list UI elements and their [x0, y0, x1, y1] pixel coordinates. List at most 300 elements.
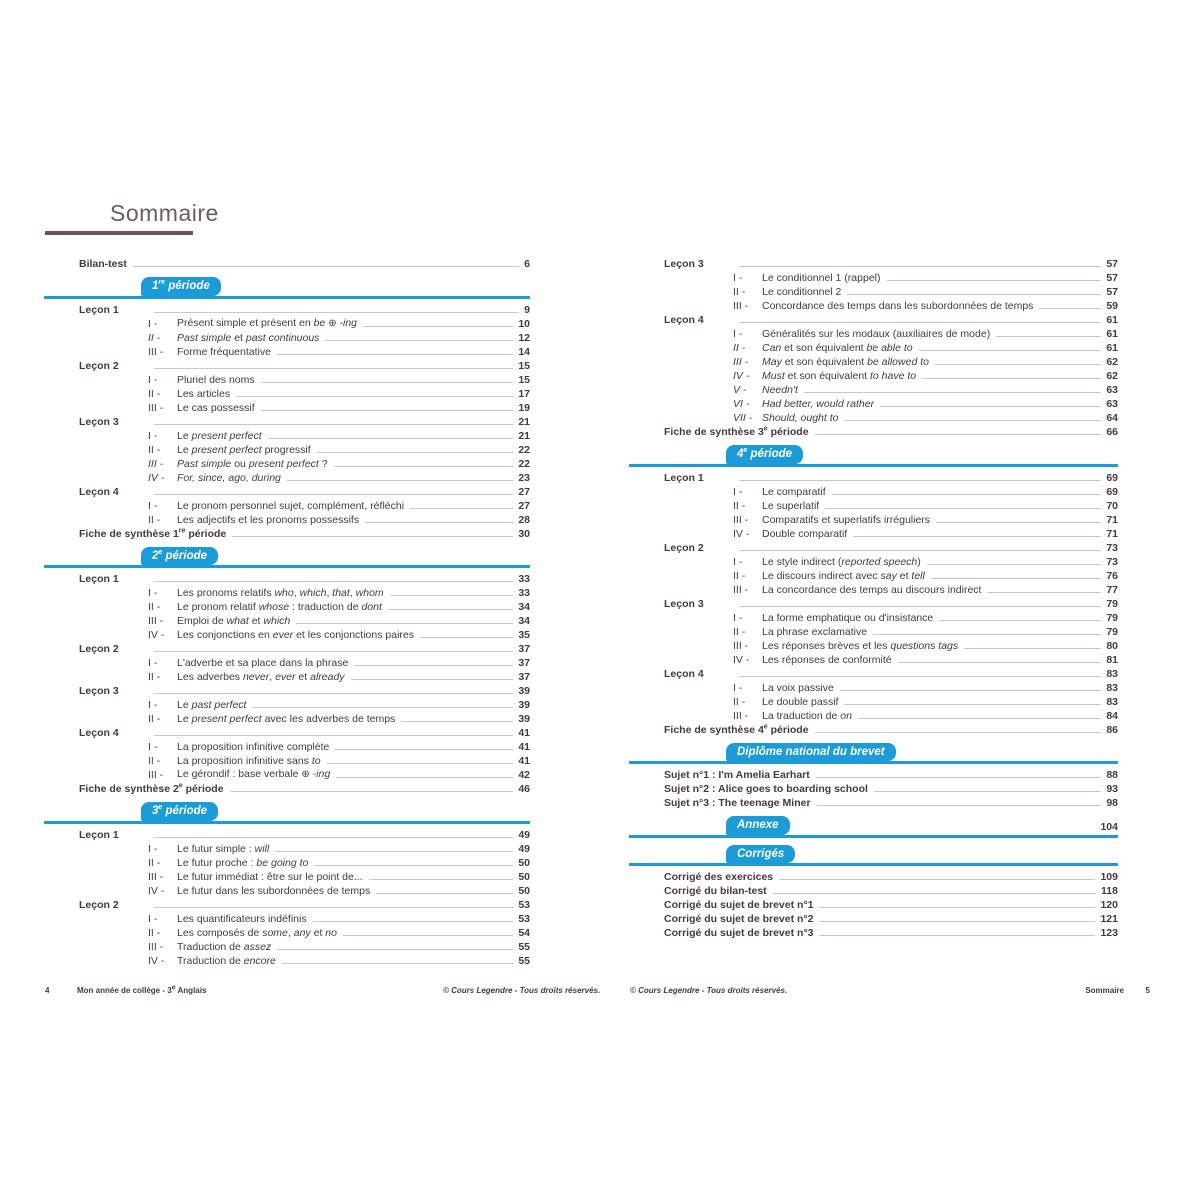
toc-entry-label: Le past perfect — [177, 699, 247, 711]
toc-sub-entry — [629, 382, 1118, 396]
toc-entry-label: Corrigé du sujet de brevet n°2 — [664, 913, 814, 925]
left-page-number: 4 — [45, 986, 50, 995]
toc-entry-label: May et son équivalent be allowed to — [762, 356, 929, 368]
toc-page-number: 41 — [518, 755, 530, 767]
toc-page-number: 59 — [1106, 300, 1118, 312]
toc-page-number: 79 — [1106, 611, 1118, 624]
toc-entry-numeral: III - — [733, 300, 749, 312]
toc-page-number: 17 — [518, 387, 530, 400]
leader-line — [919, 350, 1102, 351]
toc-sub-entry — [629, 326, 1118, 340]
toc-page-number: 21 — [518, 415, 530, 428]
toc-entry-label: Le comparatif — [762, 485, 826, 498]
toc-page-number: 83 — [1106, 695, 1118, 708]
toc-page-number: 83 — [1106, 681, 1118, 694]
toc-entry-label: For, since, ago, during — [177, 471, 281, 484]
toc-entry-numeral: IV - — [733, 527, 750, 540]
toc-page-number: 98 — [1106, 797, 1118, 809]
toc-page-number: 14 — [518, 345, 530, 358]
right-page-number: 5 — [1145, 986, 1150, 995]
footer-section-label: Sommaire — [1085, 986, 1124, 995]
toc-entry-label: La proposition infinitive sans to — [177, 755, 321, 767]
toc-entry-numeral: IV - — [148, 884, 165, 897]
toc-entry-numeral: III - — [733, 583, 749, 596]
leader-line — [739, 676, 1101, 677]
toc-sub-entry — [629, 638, 1118, 652]
period-tab-row — [629, 445, 1118, 467]
period-tab: 2e période — [141, 547, 218, 566]
leader-line — [773, 893, 1096, 894]
toc-entry-label: Had better, would rather — [762, 398, 875, 410]
leader-line — [927, 564, 1102, 565]
toc-entry-label: Emploi de what et which — [177, 615, 291, 627]
leader-line — [819, 935, 1095, 936]
leader-line — [401, 721, 513, 722]
toc-sub-entry — [44, 697, 530, 711]
toc-page-number: 9 — [524, 303, 530, 316]
leader-line — [853, 536, 1101, 537]
toc-entry-label: Les adjectifs et les pronoms possessifs — [177, 513, 360, 526]
leader-line — [335, 749, 513, 750]
toc-page-number: 15 — [518, 373, 530, 386]
toc-lesson-label: Leçon 1 — [79, 573, 119, 585]
toc-sub-entry — [44, 669, 530, 683]
circled-plus-icon: ⊕ — [301, 769, 310, 780]
leader-line — [154, 368, 513, 369]
leader-line — [325, 340, 513, 341]
toc-entry-numeral: III - — [148, 401, 164, 414]
toc-lesson-entry — [629, 666, 1118, 680]
leader-line — [282, 963, 513, 964]
leader-line — [832, 494, 1102, 495]
toc-entry-label: Fiche de synthèse 4e période — [664, 723, 809, 736]
toc-page-number: 37 — [518, 657, 530, 669]
toc-entry-numeral: I - — [733, 485, 743, 498]
toc-page-number: 77 — [1106, 583, 1118, 596]
leader-line — [154, 651, 513, 652]
toc-entry-label: Sujet n°3 : The teenage Miner — [664, 797, 811, 809]
toc-page-number: 66 — [1106, 426, 1118, 438]
leader-line — [815, 434, 1102, 435]
period-tab-row — [44, 802, 530, 824]
toc-entry-numeral: I - — [148, 842, 158, 855]
toc-entry-numeral: II - — [733, 342, 746, 354]
toc-entry-numeral: I - — [148, 587, 158, 599]
toc-entry-label: Should, ought to — [762, 412, 839, 424]
toc-entry — [44, 526, 530, 540]
toc-entry — [629, 795, 1118, 809]
toc-entry-label: L'adverbe et sa place dans la phrase — [177, 657, 349, 669]
toc-page-number: 39 — [518, 699, 530, 711]
leader-line — [931, 578, 1101, 579]
toc-entry — [629, 869, 1118, 883]
toc-entry-label: Corrigé des exercices — [664, 871, 774, 883]
toc-page-number: 50 — [518, 884, 530, 897]
toc-right-column — [629, 256, 1118, 939]
toc-sub-entry — [629, 340, 1118, 354]
toc-entry-numeral: II - — [148, 387, 161, 400]
toc-lesson-entry — [629, 540, 1118, 554]
toc-entry-label: Les réponses brèves et les questions tags — [762, 639, 959, 652]
toc-sub-entry — [629, 512, 1118, 526]
toc-page-number: 30 — [518, 527, 530, 540]
toc-entry-label: Le futur immédiat : être sur le point de... — [177, 870, 363, 883]
toc-entry-numeral: II - — [148, 443, 161, 456]
toc-page-number: 23 — [518, 471, 530, 484]
toc-entry-label: Le discours indirect avec say et tell — [762, 569, 925, 582]
toc-lesson-label: Leçon 1 — [664, 471, 704, 484]
toc-entry-numeral: I - — [148, 657, 158, 669]
leader-line — [232, 536, 513, 537]
leader-line — [739, 550, 1101, 551]
toc-page-number: 33 — [518, 573, 530, 585]
toc-entry-numeral: I - — [733, 272, 743, 284]
toc-page-number: 64 — [1106, 412, 1118, 424]
toc-page-number: 73 — [1106, 555, 1118, 568]
toc-page-number: 33 — [518, 587, 530, 599]
toc-sub-entry — [44, 386, 530, 400]
toc-entry-numeral: III - — [733, 513, 749, 526]
toc-page-number: 121 — [1100, 913, 1118, 925]
toc-entry-label: Corrigé du sujet de brevet n°1 — [664, 899, 814, 911]
toc-page-number: 50 — [518, 856, 530, 869]
toc-page-number: 19 — [518, 401, 530, 414]
toc-entry-numeral: II - — [148, 713, 161, 725]
toc-page-number: 57 — [1106, 286, 1118, 298]
toc-sub-entry — [44, 512, 530, 526]
toc-entry-numeral: III - — [733, 639, 749, 652]
toc-entry-label: Traduction de encore — [177, 954, 276, 967]
toc-sub-entry — [629, 694, 1118, 708]
leader-line — [819, 921, 1095, 922]
toc-entry-label: Traduction de assez — [177, 940, 272, 953]
leader-line — [739, 606, 1101, 607]
leader-line — [261, 410, 514, 411]
toc-entry-label: Double comparatif — [762, 527, 848, 540]
leader-line — [252, 707, 513, 708]
leader-line — [275, 851, 513, 852]
toc-sub-entry — [44, 767, 530, 781]
toc-entry-label: Le futur dans les subordonnées de temps — [177, 884, 371, 897]
toc-sub-entry — [44, 739, 530, 753]
toc-entry-label: Forme fréquentative — [177, 345, 271, 358]
toc-entry — [629, 767, 1118, 781]
toc-page-number: 42 — [518, 769, 530, 781]
toc-lesson-label: Leçon 4 — [664, 314, 704, 326]
toc-lesson-entry — [44, 683, 530, 697]
toc-lesson-entry — [44, 641, 530, 655]
toc-lesson-entry — [44, 571, 530, 585]
leader-line — [874, 791, 1101, 792]
toc-sub-entry — [44, 753, 530, 767]
period-tab-row — [44, 277, 530, 299]
toc-lesson-label: Leçon 2 — [664, 541, 704, 554]
leader-line — [1039, 308, 1101, 309]
leader-line — [236, 396, 513, 397]
toc-page-number: 12 — [518, 331, 530, 344]
toc-page-number: 84 — [1106, 709, 1118, 722]
toc-page-number: 15 — [518, 359, 530, 372]
leader-line — [334, 466, 514, 467]
leader-line — [819, 907, 1095, 908]
toc-sub-entry — [629, 284, 1118, 298]
toc-sub-entry — [44, 925, 530, 939]
toc-page-number: 41 — [518, 727, 530, 739]
toc-sub-entry — [44, 711, 530, 725]
toc-sub-entry — [629, 270, 1118, 284]
leader-line — [388, 609, 513, 610]
leader-line — [390, 595, 514, 596]
period-tab: 1re période — [141, 277, 221, 296]
toc-entry-label: Présent simple et présent en be ⊕ -ing — [177, 316, 358, 329]
toc-lesson-entry — [44, 484, 530, 498]
leader-line — [840, 690, 1102, 691]
toc-entry-numeral: I - — [733, 555, 743, 568]
toc-entry-label: Le conditionnel 1 (rappel) — [762, 272, 881, 284]
toc-entry-label: Comparatifs et superlatifs irréguliers — [762, 513, 931, 526]
period-tab: Annexe — [726, 816, 790, 835]
leader-line — [365, 522, 513, 523]
leader-line — [287, 480, 513, 481]
toc-entry-numeral: II - — [148, 926, 161, 939]
toc-sub-entry — [629, 610, 1118, 624]
toc-sub-entry — [629, 498, 1118, 512]
leader-line — [939, 620, 1101, 621]
leader-line — [343, 935, 513, 936]
toc-page-number: 37 — [518, 671, 530, 683]
toc-entry-label: Les composés de some, any et no — [177, 926, 337, 939]
toc-entry-label: La phrase exclamative — [762, 625, 868, 638]
toc-page-number: 76 — [1106, 569, 1118, 582]
leader-line — [313, 921, 514, 922]
leader-line — [154, 735, 513, 736]
toc-entry — [629, 897, 1118, 911]
period-tab-row — [629, 816, 1118, 838]
toc-lesson-label: Leçon 4 — [664, 667, 704, 680]
toc-entry-label: Le futur simple : will — [177, 842, 270, 855]
toc-entry-numeral: I - — [148, 741, 158, 753]
toc-lesson-entry — [629, 470, 1118, 484]
toc-entry-label: La proposition infinitive complète — [177, 741, 330, 753]
toc-page-number: 62 — [1106, 356, 1118, 368]
toc-page-number: 73 — [1106, 541, 1118, 554]
toc-sub-entry — [629, 624, 1118, 638]
toc-page-number: 93 — [1106, 783, 1118, 795]
toc-entry-numeral: III - — [148, 769, 164, 781]
toc-entry-label: Le present perfect progressif — [177, 443, 311, 456]
toc-page-number: 80 — [1106, 639, 1118, 652]
leader-line — [858, 718, 1101, 719]
toc-entry-label: La voix passive — [762, 681, 834, 694]
toc-sub-entry — [44, 456, 530, 470]
toc-entry-numeral: III - — [148, 615, 164, 627]
toc-entry — [629, 925, 1118, 939]
toc-page-number: 49 — [518, 828, 530, 841]
toc-sub-entry — [44, 911, 530, 925]
toc-sub-entry — [44, 585, 530, 599]
copyright-left: © Cours Legendre - Tous droits réservés. — [443, 986, 601, 995]
toc-entry-label: La concordance des temps au discours indirect — [762, 583, 982, 596]
leader-line — [314, 865, 513, 866]
toc-entry-label: Sujet n°1 : I'm Amelia Earhart — [664, 769, 810, 781]
toc-page-number: 55 — [518, 940, 530, 953]
toc-entry-numeral: II - — [733, 499, 746, 512]
leader-line — [804, 392, 1101, 393]
toc-sub-entry — [44, 939, 530, 953]
toc-entry-label: Fiche de synthèse 3e période — [664, 425, 809, 438]
toc-sub-entry — [629, 484, 1118, 498]
toc-lesson-label: Leçon 1 — [79, 828, 119, 841]
leader-line — [420, 637, 513, 638]
toc-lesson-label: Leçon 4 — [79, 485, 119, 498]
toc-sub-entry — [44, 330, 530, 344]
toc-entry-numeral: I - — [148, 373, 158, 386]
toc-page-number: 53 — [518, 912, 530, 925]
toc-entry-numeral: VI - — [733, 398, 750, 410]
leader-line — [987, 592, 1101, 593]
toc-entry-numeral: III - — [148, 457, 164, 470]
toc-page-number: 120 — [1100, 899, 1118, 911]
toc-lesson-entry — [44, 897, 530, 911]
toc-lesson-entry — [44, 414, 530, 428]
leader-line — [354, 665, 513, 666]
leader-line — [268, 438, 514, 439]
toc-page-number: 63 — [1106, 384, 1118, 396]
toc-sub-entry — [44, 953, 530, 967]
leader-line — [410, 508, 513, 509]
toc-entry-label: Needn't — [762, 384, 798, 396]
toc-sub-entry — [44, 470, 530, 484]
leader-line — [154, 693, 513, 694]
toc-sub-entry — [629, 396, 1118, 410]
toc-entry-label: Le style indirect (reported speech) — [762, 555, 921, 568]
toc-page-number: 61 — [1106, 328, 1118, 340]
leader-line — [351, 679, 514, 680]
leader-line — [327, 763, 514, 764]
leader-line — [873, 634, 1101, 635]
toc-entry-label: Corrigé du sujet de brevet n°3 — [664, 927, 814, 939]
period-tab: Diplôme national du brevet — [726, 743, 896, 762]
toc-page-number: 22 — [518, 443, 530, 456]
toc-entry-numeral: IV - — [148, 471, 165, 484]
toc-entry-label: Le futur proche : be going to — [177, 856, 309, 869]
toc-entry-label: Le pronom personnel sujet, complément, réfléchi — [177, 499, 405, 512]
toc-entry-numeral: II - — [148, 671, 161, 683]
toc-entry-numeral: IV - — [733, 370, 750, 382]
period-tab: Corrigés — [726, 845, 795, 864]
toc-entry-numeral: IV - — [148, 629, 165, 641]
toc-sub-entry — [629, 652, 1118, 666]
toc-sub-entry — [629, 568, 1118, 582]
toc-entry-numeral: I - — [148, 912, 158, 925]
leader-line — [154, 494, 513, 495]
leader-line — [277, 354, 513, 355]
period-tab-row — [629, 845, 1118, 867]
toc-entry-label: Le cas possessif — [177, 401, 255, 414]
leader-line — [739, 480, 1101, 481]
toc-entry-numeral: II - — [733, 625, 746, 638]
leader-line — [847, 294, 1101, 295]
toc-sub-entry — [44, 428, 530, 442]
leader-line — [935, 364, 1101, 365]
toc-page-number: 50 — [518, 870, 530, 883]
toc-sub-entry — [44, 498, 530, 512]
toc-lesson-entry — [44, 725, 530, 739]
toc-entry-numeral: III - — [148, 940, 164, 953]
period-tab: 3e période — [141, 802, 218, 821]
toc-entry-numeral: V - — [733, 384, 747, 396]
toc-entry-numeral: I - — [148, 429, 158, 442]
toc-sub-entry — [44, 372, 530, 386]
toc-entry-label: Les pronoms relatifs who, which, that, whom — [177, 587, 384, 599]
toc-page-number: 104 — [1100, 820, 1118, 833]
toc-page-number: 57 — [1106, 272, 1118, 284]
toc-entry-numeral: I - — [148, 699, 158, 711]
toc-left-column — [44, 256, 530, 967]
toc-page-number: 71 — [1106, 527, 1118, 540]
toc-page-number: 61 — [1106, 342, 1118, 354]
toc-sub-entry — [629, 554, 1118, 568]
toc-page-number: 28 — [518, 513, 530, 526]
page-footer — [0, 986, 1200, 1000]
leader-line — [154, 837, 513, 838]
leader-line — [277, 949, 513, 950]
toc-page-number: 22 — [518, 457, 530, 470]
toc-lesson-entry — [44, 827, 530, 841]
toc-lesson-label: Leçon 3 — [664, 258, 704, 270]
toc-page-number: 62 — [1106, 370, 1118, 382]
toc-sub-entry — [629, 298, 1118, 312]
toc-page-number: 35 — [518, 629, 530, 641]
toc-entry-label: Le present perfect — [177, 429, 262, 442]
toc-sub-entry — [629, 410, 1118, 424]
toc-page-number: 70 — [1106, 499, 1118, 512]
toc-page-number: 39 — [518, 713, 530, 725]
leader-line — [154, 312, 519, 313]
toc-page-number: 71 — [1106, 513, 1118, 526]
toc-entry — [629, 424, 1118, 438]
leader-line — [844, 704, 1101, 705]
leader-line — [363, 326, 513, 327]
toc-entry-numeral: I - — [148, 317, 158, 330]
leader-line — [996, 336, 1101, 337]
toc-entry-numeral: III - — [148, 870, 164, 883]
toc-page-number: 53 — [518, 898, 530, 911]
toc-entry-numeral: III - — [733, 356, 749, 368]
copyright-right: © Cours Legendre - Tous droits réservés. — [630, 986, 788, 995]
toc-sub-entry — [44, 855, 530, 869]
leader-line — [964, 648, 1101, 649]
toc-entry-label: Les articles — [177, 387, 231, 400]
toc-entry-label: La traduction de on — [762, 709, 852, 722]
leader-line — [336, 777, 513, 778]
toc-entry-label: Bilan-test — [79, 258, 127, 270]
toc-page-number: 27 — [518, 499, 530, 512]
toc-page-number: 81 — [1106, 653, 1118, 666]
toc-page-number: 86 — [1106, 723, 1118, 736]
toc-sub-entry — [44, 841, 530, 855]
toc-entry-label: Le conditionnel 2 — [762, 286, 842, 298]
toc-entry-numeral: I - — [733, 611, 743, 624]
toc-page-number: 41 — [518, 741, 530, 753]
period-tab-row — [629, 743, 1118, 765]
toc-page-number: 55 — [518, 954, 530, 967]
page-title: Sommaire — [110, 200, 219, 226]
toc-lesson-label: Leçon 2 — [79, 643, 119, 655]
toc-page-number: 46 — [518, 783, 530, 795]
toc-page-number: 69 — [1106, 471, 1118, 484]
toc-entry-label: Fiche de synthèse 2e période — [79, 782, 224, 795]
